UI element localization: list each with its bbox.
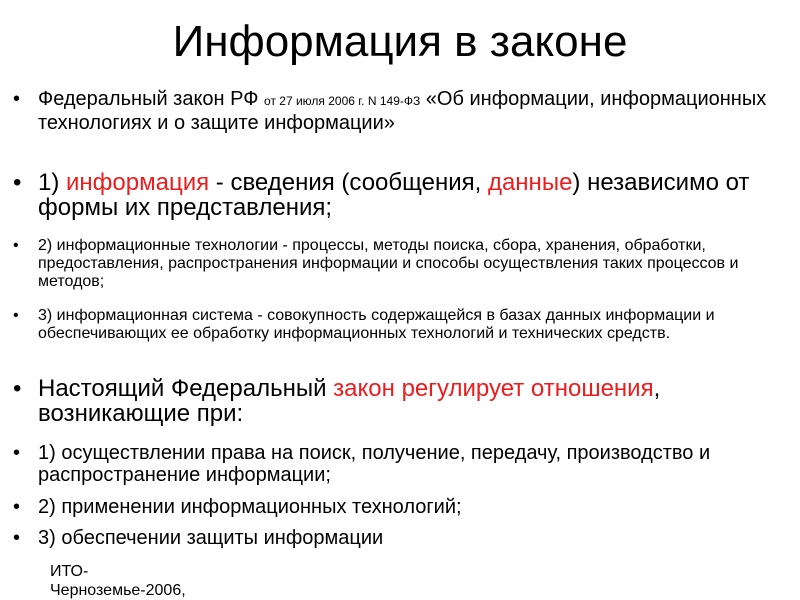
law-date-text: от 27 июля 2006 г. N 149-ФЗ — [264, 94, 421, 108]
bullet-dot: • — [13, 237, 19, 254]
slide-footer — [50, 562, 186, 600]
bullet-dot: • — [13, 527, 21, 549]
footer-line-2: Черноземье-2006, — [50, 582, 186, 599]
footer-line-1: ИТО- — [50, 563, 89, 580]
bullet-dot: • — [13, 169, 22, 196]
bullet-dot: • — [13, 442, 21, 464]
bullet-dot: • — [13, 496, 21, 518]
regulates-prefix: Настоящий Федеральный — [38, 375, 334, 402]
bullet-law-regulates — [13, 375, 783, 427]
bullet-dot: • — [13, 307, 19, 324]
bullet-rights-exercise — [13, 442, 783, 486]
system-text: 3) информационная система - совокупность содержащейся в базах данных информации и обеспечивающих ее обработку информационных технологий и технических средств. — [38, 307, 715, 342]
rights-text: 1) осуществлении права на поиск, получение, передачу, производство и распространение информации; — [38, 442, 711, 486]
application-text: 2) применении информационных технологий; — [38, 496, 462, 518]
law-title-text: «Об информации, информационных технологиях и о защите информации» — [38, 88, 767, 134]
technologies-text: 2) информационные технологии - процессы, методы поиска, сбора, хранения, обработки, предоставления, распространения информации и способы осуществления таких процессов и методов; — [38, 237, 739, 290]
term-law-regulates: закон регулирует отношения — [333, 375, 654, 402]
definition-rest: ) независимо от формы их представления; — [38, 169, 750, 221]
bullet-law-reference — [13, 88, 783, 134]
bullet-information-protection — [13, 527, 783, 549]
regulates-rest: , возникающие при: — [38, 375, 661, 427]
term-information: информация — [66, 169, 210, 196]
bullet-dot: • — [13, 88, 21, 110]
bullet-information-technologies — [13, 237, 783, 291]
definition-prefix: 1) — [38, 169, 67, 196]
bullet-dot: • — [13, 375, 22, 402]
bullet-information-definition — [13, 169, 783, 221]
term-data: данные — [487, 169, 573, 196]
slide-title: Информация в законе — [172, 17, 628, 66]
bullet-information-system — [13, 307, 783, 343]
bullet-technology-application — [13, 496, 783, 518]
definition-middle: - сведения (сообщения, — [209, 169, 488, 196]
law-main-text: Федеральный закон РФ — [38, 88, 265, 110]
protection-text: 3) обеспечении защиты информации — [38, 527, 384, 549]
